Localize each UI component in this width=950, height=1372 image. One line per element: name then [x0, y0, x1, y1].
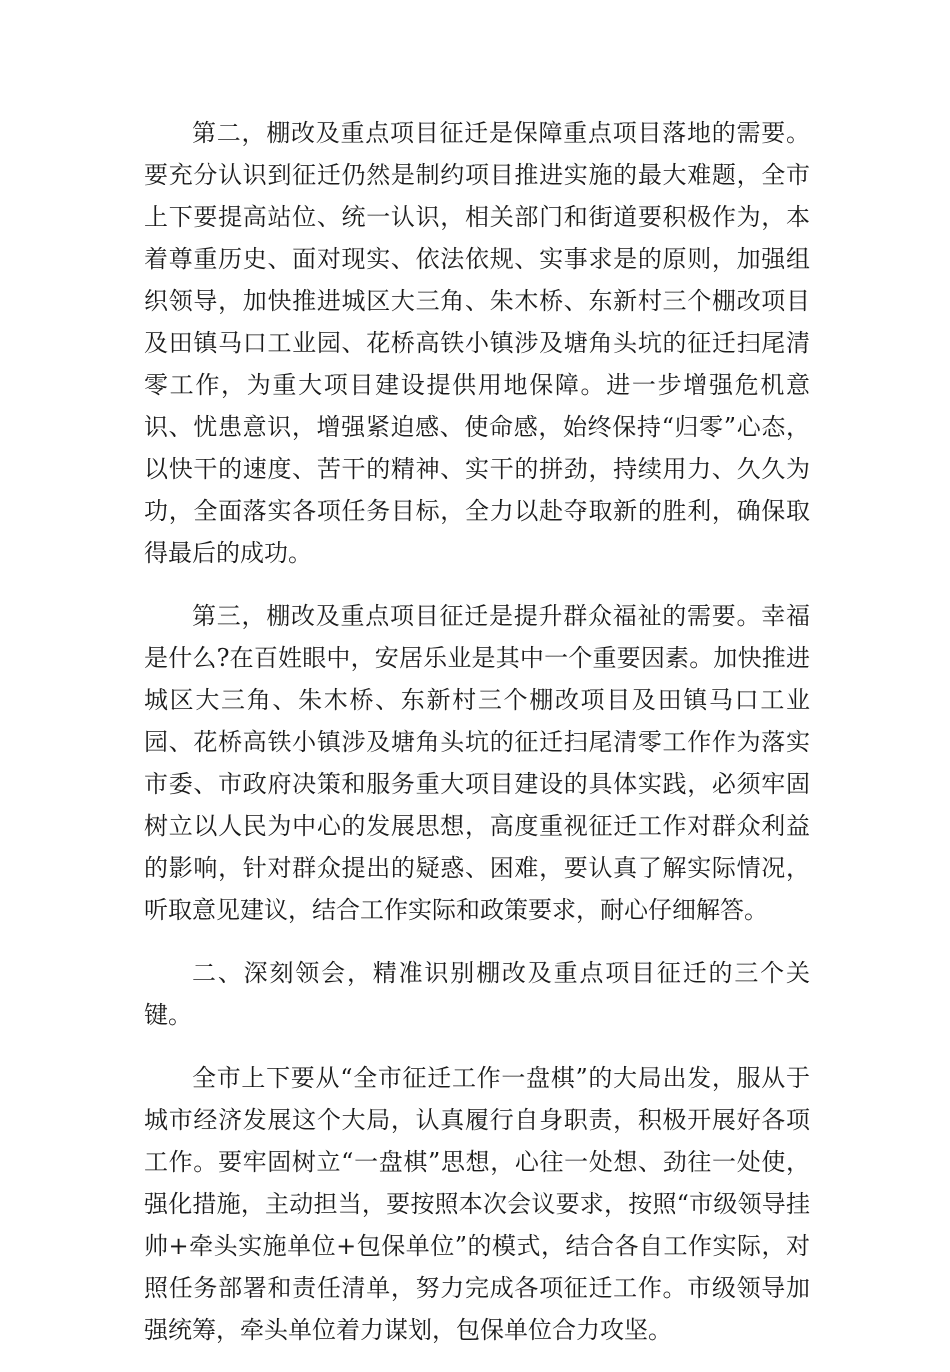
- paragraph-third-point: 第三，棚改及重点项目征迁是提升群众福祉的需要。幸福是什么?在百姓眼中，安居乐业是其中一个重要因素。加快推进城区大三角、朱木桥、东新村三个棚改项目及田镇马口工业园、花桥高铁小镇涉及塘角头坑的征迁扫尾清零工作作为落实市委、市政府决策和服务重大项目建设的具体实践，必须牢固树立以人民为中心的发展思想，高度重视征迁工作对群众利益的影响，针对群众提出的疑惑、困难，要认真了解实际情况，听取意见建议，结合工作实际和政策要求，耐心仔细解答。: [144, 602, 810, 924]
- document-page: [144, 112, 810, 1372]
- section-heading: 二、深刻领会，精准识别棚改及重点项目征迁的三个关键。: [144, 959, 810, 1029]
- paragraph-second-point: 第二，棚改及重点项目征迁是保障重点项目落地的需要。要充分认识到征迁仍然是制约项目推进实施的最大难题，全市上下要提高站位、统一认识，相关部门和街道要积极作为，本着尊重历史、面对现实、依法依规、实事求是的原则，加强组织领导，加快推进城区大三角、朱木桥、东新村三个棚改项目及田镇马口工业园、花桥高铁小镇涉及塘角头坑的征迁扫尾清零工作，为重大项目建设提供用地保障。进一步增强危机意识、忧患意识，增强紧迫感、使命感，始终保持“归零”心态，以快干的速度、苦干的精神、实干的拼劲，持续用力、久久为功，全面落实各项任务目标，全力以赴夺取新的胜利，确保取得最后的成功。: [144, 119, 810, 567]
- paragraph-overall-plan: 全市上下要从“全市征迁工作一盘棋”的大局出发，服从于城市经济发展这个大局，认真履行自身职责，积极开展好各项工作。要牢固树立“一盘棋”思想，心往一处想、劲往一处使，强化措施，主动担当，要按照本次会议要求，按照“市级领导挂帅+牵头实施单位+包保单位”的模式，结合各自工作实际，对照任务部署和责任清单，努力完成各项征迁工作。市级领导加强统筹，牵头单位着力谋划，包保单位合力攻坚。: [144, 1064, 810, 1344]
